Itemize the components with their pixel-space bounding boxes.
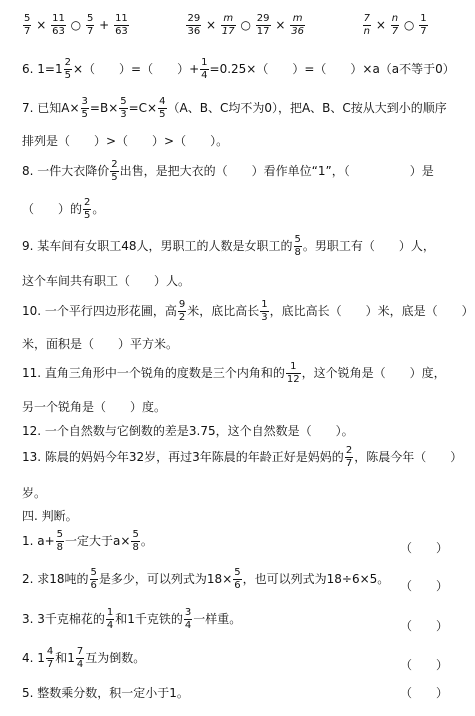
question-13-line2: 岁。: [22, 486, 47, 500]
fraction: $\frac{1}{4}$: [201, 57, 208, 81]
fraction: $\frac{2}{5}$: [111, 159, 118, 183]
fraction: $\frac{3}{4}$: [184, 607, 192, 631]
fraction: $\frac{11}{63}$: [52, 13, 65, 37]
fraction: $\frac{7}{n}$: [363, 13, 370, 37]
fraction: $\frac{29}{36}$: [187, 13, 201, 37]
fraction: $\frac{1}{4}$: [106, 607, 114, 631]
judge-1: 1. a+ $\frac{5}{8}$ 一定大于a× $\frac{5}{8}$ 。: [22, 529, 153, 553]
answer-paren[interactable]: （ ）: [400, 686, 449, 700]
fraction: $\frac{5}{7}$: [24, 13, 31, 37]
judge-3: 3. 3千克棉花的 $\frac{1}{4}$ 和1千克铁的 $\frac{3}{4}$ 一样重。: [22, 607, 242, 631]
question-13: 13. 陈晨的妈妈今年32岁，再过3年陈晨的年龄正好是妈妈的 $\frac{2}{7}$ ，陈晨今年（ ）: [22, 445, 463, 469]
fraction: $\frac{3}{5}$: [81, 96, 88, 120]
question-11-line2: 另一个锐角是（ ）度。: [22, 400, 167, 414]
fraction: $\frac{5}{8}$: [132, 529, 139, 553]
fraction: $\frac{5}{6}$: [90, 567, 97, 591]
answer-paren[interactable]: （ ）: [400, 619, 449, 633]
fraction: $\frac{1}{3}$: [261, 299, 268, 323]
fraction: $\frac{2}{7}$: [345, 445, 353, 469]
fraction: $\frac{5}{8}$: [294, 234, 301, 258]
fraction: $\frac{5}{6}$: [234, 567, 241, 591]
answer-paren[interactable]: （ ）: [400, 579, 449, 593]
question-9: 9. 某车间有女职工48人，男职工的人数是女职工的 $\frac{5}{8}$ 。男职工有（ ）人，: [22, 234, 435, 258]
judge-2: 2. 求18吨的 $\frac{5}{6}$ 是多少，可以列式为18× $\frac{5}{6}$ ，也可以列式为18÷6×5。: [22, 567, 390, 591]
judge-4: 4. 1 $\frac{4}{7}$ 和1 $\frac{7}{4}$ 互为倒数。: [22, 646, 146, 670]
question-7-line2: 排列是（ ）>（ ）>（ ）。: [22, 134, 229, 148]
answer-paren[interactable]: （ ）: [400, 541, 449, 555]
fraction: $\frac{n}{7}$: [391, 13, 399, 37]
fraction: $\frac{1}{7}$: [420, 13, 427, 37]
judge-5: 5. 整数乘分数，积一定小于1。: [22, 686, 189, 700]
fraction: $\frac{5}{3}$: [120, 96, 127, 120]
question-10: 10. 一个平行四边形花圃，高 $\frac{9}{2}$ 米，底比高长 $\frac{1}{3}$ ，底比高长（ ）米，底是（ ）: [22, 299, 474, 323]
fraction: $\frac{5}{8}$: [56, 529, 64, 553]
compare-row: $\frac{5}{7}$ × $\frac{11}{63}$ ○ $\frac{5}{7}$ + $\frac{11}{63}$ $\frac{29}{36}$ × $\frac{m}{17}$ ○ $\frac{29}{17}$ × $\frac{m}{36}$ $\frac{7}{n}$ × $\frac{n}{7}$ ○ $\frac{1}{7}$: [24, 13, 427, 37]
fraction: $\frac{11}{63}$: [115, 13, 128, 37]
question-7: 7. 已知A× $\frac{3}{5}$ =B× $\frac{5}{3}$ =C× $\frac{4}{5}$ （A、B、C均不为0），把A、B、C按从大到小的顺序: [22, 96, 447, 120]
answer-paren[interactable]: （ ）: [400, 658, 449, 672]
fraction: $\frac{29}{17}$: [256, 13, 270, 37]
question-8: 8. 一件大衣降价 $\frac{2}{5}$ 出售，是把大衣的（ ）看作单位“1”，（ ）是: [22, 159, 434, 183]
fraction: $\frac{m}{17}$: [221, 13, 235, 37]
fraction: $\frac{4}{7}$: [46, 646, 54, 670]
fraction: $\frac{4}{5}$: [159, 96, 166, 120]
fraction: $\frac{2}{5}$: [84, 197, 91, 221]
section-title: 四. 判断。: [22, 509, 78, 523]
fraction: $\frac{m}{36}$: [291, 13, 304, 37]
question-6: 6. 1=1 $\frac{2}{5}$ ×（ ）=（ ）+ $\frac{1}{4}$ =0.25×（ ）=（ ）×a（a不等于0）: [22, 57, 455, 81]
fraction: $\frac{1}{12}$: [286, 361, 300, 385]
question-10-line2: 米，面积是（ ）平方米。: [22, 337, 179, 351]
question-11: 11. 直角三角形中一个锐角的度数是三个内角和的 $\frac{1}{12}$ ，这个锐角是（ ）度，: [22, 361, 446, 385]
fraction: $\frac{2}{5}$: [64, 57, 71, 81]
fraction: $\frac{5}{7}$: [86, 13, 94, 37]
fraction: $\frac{7}{4}$: [76, 646, 84, 670]
question-8-line2: （ ）的 $\frac{2}{5}$ 。: [22, 197, 105, 221]
question-12: 12. 一个自然数与它倒数的差是3.75，这个自然数是（ ）。: [22, 424, 354, 438]
fraction: $\frac{9}{2}$: [178, 299, 186, 323]
question-9-line2: 这个车间共有职工（ ）人。: [22, 274, 191, 288]
